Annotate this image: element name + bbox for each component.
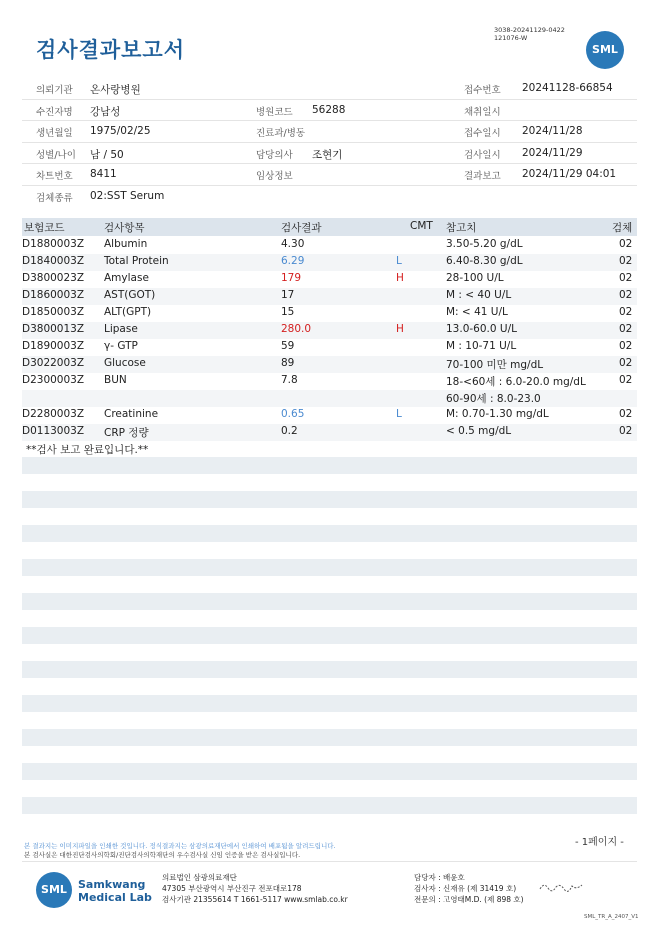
- info-row: 검체종류 02:SST Serum: [36, 189, 165, 204]
- completion-text: **검사 보고 완료입니다.**: [26, 444, 149, 456]
- cell-spec: 02: [619, 323, 633, 335]
- patient-name: 강남성: [90, 105, 121, 118]
- cell-ref: M : < 40 U/L: [446, 289, 512, 301]
- empty-row: [22, 627, 637, 644]
- info-row: 차트번호 8411 임상정보 결과보고 2024/11/29 04:01: [22, 164, 637, 186]
- sml-logo-icon: SML: [586, 31, 624, 69]
- cell-result: 0.65: [281, 408, 305, 420]
- empty-row: [22, 525, 637, 542]
- empty-row: [22, 695, 637, 712]
- page-title: 검사결과보고서: [36, 38, 186, 62]
- table-row: [22, 237, 637, 254]
- table-row: [22, 424, 637, 441]
- empty-row: [22, 491, 637, 508]
- brand-name: Samkwang Medical Lab: [78, 878, 152, 904]
- cell-code: D3022003Z: [22, 357, 85, 369]
- cell-item: BUN: [104, 374, 127, 386]
- institution-info: 의료법인 삼광의료재단 47305 부산광역시 부산진구 전포대로178 검사기관 21355614 T 1661-5117 www.smlab.co.kr: [162, 873, 348, 904]
- patient-info: [22, 78, 637, 206]
- table-row: [22, 339, 637, 356]
- cell-code: D2300003Z: [22, 374, 85, 386]
- sex-age: 남 / 50: [90, 148, 124, 161]
- cell-result: 6.29: [281, 255, 305, 267]
- table-row: [22, 407, 637, 424]
- institution: 온사랑병원: [90, 84, 141, 96]
- cell-result: 4.30: [281, 238, 305, 250]
- chart-no: 8411: [90, 168, 117, 180]
- cell-ref: 3.50-5.20 g/dL: [446, 238, 523, 250]
- empty-row: [22, 559, 637, 576]
- cell-spec: 02: [619, 289, 633, 301]
- cell-spec: 02: [619, 425, 633, 437]
- test-date: 2024/11/29: [522, 146, 583, 159]
- notice-certification: 본 검사실은 대한진단검사의학회/진단검사의학재단의 우수검사실 신임 인증을 받은 검사실입니다.: [24, 851, 301, 859]
- hospital-code: 56288: [312, 103, 346, 116]
- cell-result: 7.8: [281, 374, 298, 386]
- receipt-date: 2024/11/28: [522, 125, 583, 137]
- cell-code: D3800013Z: [22, 323, 85, 335]
- empty-row: [22, 729, 637, 746]
- cell-result: 280.0: [281, 323, 312, 335]
- cell-item: CRP 정량: [104, 427, 149, 439]
- cell-item: Creatinine: [104, 408, 159, 420]
- results-table-body: [22, 237, 637, 458]
- report-date: 2024/11/29 04:01: [522, 168, 617, 180]
- cell-flag: L: [396, 408, 402, 420]
- cell-spec: 02: [619, 340, 633, 352]
- cell-spec: 02: [619, 408, 633, 420]
- cell-item: Lipase: [104, 323, 138, 335]
- specimen-type: 02:SST Serum: [90, 189, 165, 202]
- cell-code: D1850003Z: [22, 306, 85, 318]
- staff-info: 담당자 : 배윤호 검사자 : 신재유 (제 31419 호) 전문의 : 고영태M.D. (제 898 호): [414, 873, 524, 904]
- results-table-header: 보험코드 검사항목 검사결과 CMT 참고치 검체: [22, 218, 637, 236]
- info-row: 수진자명 강남성 병원코드 56288 채취일시: [22, 100, 637, 122]
- cell-code: D1880003Z: [22, 238, 85, 250]
- sml-logo-icon: SML: [36, 872, 72, 908]
- table-row: [22, 305, 637, 322]
- cell-ref: M: < 41 U/L: [446, 306, 508, 318]
- cell-ref: < 0.5 mg/dL: [446, 425, 512, 437]
- cell-spec: 02: [619, 238, 633, 250]
- cell-ref: 13.0-60.0 U/L: [446, 323, 517, 335]
- cell-ref: 70-100 미만 mg/dL: [446, 359, 544, 371]
- cell-result: 0.2: [281, 425, 298, 437]
- cell-flag: H: [396, 323, 404, 335]
- cell-item: Glucose: [104, 357, 146, 369]
- notice-image-copy: 본 결과지는 이미지파일을 인쇄한 것입니다. 정식결과지는 삼광의료재단에서 인쇄하여 배포됨을 알려드립니다.: [24, 842, 336, 850]
- cell-code: D1860003Z: [22, 289, 85, 301]
- cell-flag: L: [396, 255, 402, 267]
- cell-spec: 02: [619, 357, 633, 369]
- cell-code: D3800023Z: [22, 272, 85, 284]
- empty-row: [22, 661, 637, 678]
- signature-icon: [538, 880, 584, 894]
- cell-item: ALT(GPT): [104, 306, 152, 318]
- cell-item: γ- GTP: [104, 340, 138, 352]
- cell-ref: M: 0.70-1.30 mg/dL: [446, 408, 549, 420]
- table-row: [22, 322, 637, 339]
- cell-item: Total Protein: [104, 255, 169, 267]
- table-row: [22, 390, 637, 407]
- cell-code: D0113003Z: [22, 425, 85, 437]
- empty-row: [22, 593, 637, 610]
- completion-row: [22, 441, 637, 458]
- cell-spec: 02: [619, 374, 633, 386]
- cell-flag: H: [396, 272, 404, 284]
- info-row: 생년월일 1975/02/25 진료과/병동 접수일시 2024/11/28: [22, 121, 637, 143]
- info-row: 의뢰기관 온사랑병원 접수번호 20241128-66854: [22, 78, 637, 100]
- cell-spec: 02: [619, 272, 633, 284]
- cell-code: D1840003Z: [22, 255, 85, 267]
- cell-result: 15: [281, 306, 295, 318]
- cell-ref: 28-100 U/L: [446, 272, 504, 284]
- cell-spec: 02: [619, 255, 633, 267]
- receipt-no: 20241128-66854: [522, 82, 613, 94]
- cell-ref: 60-90세 : 8.0-23.0: [446, 393, 541, 405]
- table-row: [22, 373, 637, 390]
- cell-ref: 6.40-8.30 g/dL: [446, 255, 523, 267]
- document-code: 3038-20241129-0422 121076-W: [494, 26, 565, 42]
- birth-date: 1975/02/25: [90, 125, 151, 137]
- cell-code: D1890003Z: [22, 340, 85, 352]
- table-row: [22, 271, 637, 288]
- cell-ref: 18-<60세 : 6.0-20.0 mg/dL: [446, 376, 586, 388]
- table-row: [22, 254, 637, 271]
- cell-ref: M : 10-71 U/L: [446, 340, 517, 352]
- cell-item: Albumin: [104, 238, 148, 250]
- cell-spec: 02: [619, 306, 633, 318]
- empty-rows: [22, 457, 637, 831]
- cell-result: 179: [281, 272, 302, 284]
- doctor: 조현기: [312, 148, 343, 161]
- empty-row: [22, 763, 637, 780]
- cell-item: AST(GOT): [104, 289, 156, 301]
- page-number: - 1페이지 -: [575, 837, 624, 848]
- cell-result: 59: [281, 340, 295, 352]
- table-row: [22, 356, 637, 373]
- cell-result: 89: [281, 357, 295, 369]
- empty-row: [22, 797, 637, 814]
- form-code: SML_TR_A_2407_V1: [584, 914, 639, 920]
- empty-row: [22, 457, 637, 474]
- cell-result: 17: [281, 289, 295, 301]
- info-row: 성별/나이 남 / 50 담당의사 조현기 검사일시 2024/11/29: [22, 143, 637, 165]
- cell-item: Amylase: [104, 272, 149, 284]
- cell-code: D2280003Z: [22, 408, 85, 420]
- footer-divider: [22, 861, 637, 862]
- table-row: [22, 288, 637, 305]
